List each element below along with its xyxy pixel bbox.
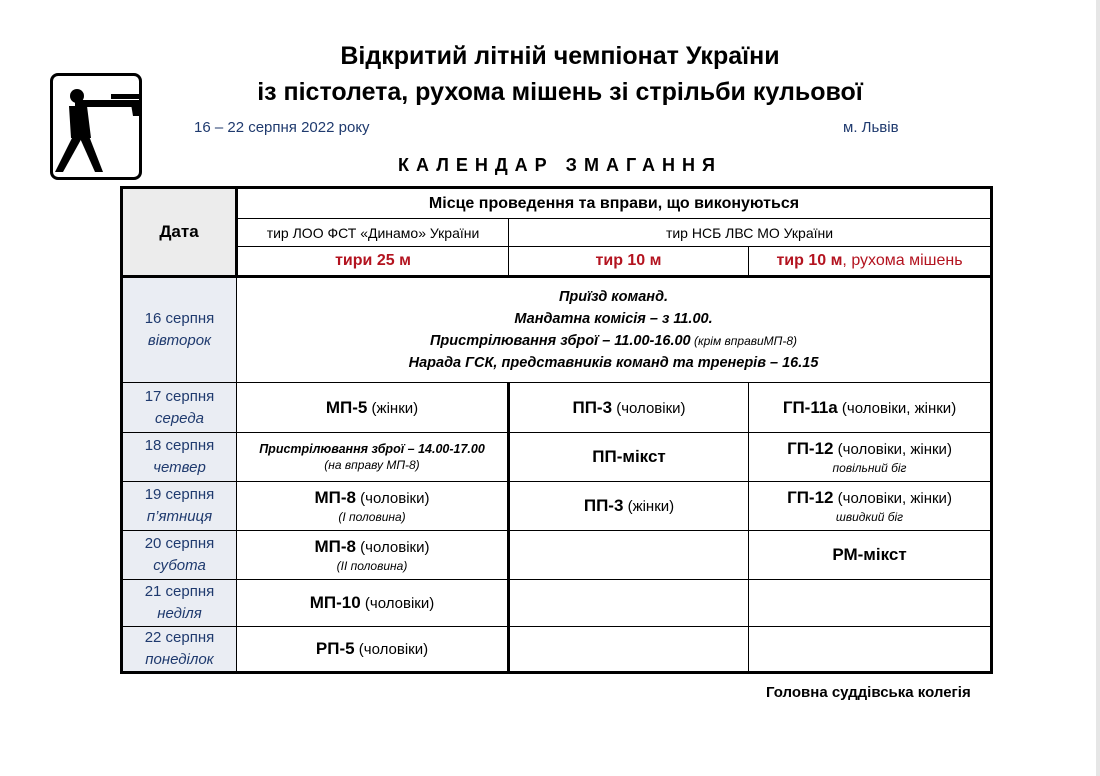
date-cell — [122, 531, 237, 580]
event-cell — [237, 482, 509, 531]
event-note: (ІІ половина) — [336, 559, 408, 573]
event-cell-empty — [509, 531, 749, 580]
event-code: ГП-12 — [787, 439, 834, 458]
event-code: ПП-мікст — [592, 447, 666, 466]
event-code: ГП-11а — [782, 397, 838, 417]
event-code: РП-5 — [315, 639, 355, 658]
event-code: МП-5 — [325, 397, 368, 417]
date-cell — [122, 277, 237, 383]
arrival-line: Приїзд команд. — [558, 289, 669, 305]
date-text: 20 серпня — [144, 535, 215, 552]
arrival-day-info — [237, 277, 992, 383]
header-date-label: Дата — [159, 222, 199, 241]
date-cell — [122, 627, 237, 673]
mandate-commission-line: Мандатна комісія – з 11.00. — [514, 311, 713, 327]
header-range3-suffix: , рухома мішень — [842, 252, 963, 269]
title-line-1: Відкритий літній чемпіонат України — [340, 42, 780, 70]
event-city: м. Львів — [843, 119, 899, 136]
event-code: МП-8 — [314, 488, 356, 507]
event-cell — [237, 531, 509, 580]
date-text: 19 серпня — [144, 486, 215, 503]
event-cell-empty — [749, 627, 992, 673]
event-code: ПП-3 — [583, 496, 624, 515]
header-place: Місце проведення та вправи, що виконуються — [237, 188, 992, 219]
event-cell — [237, 383, 509, 433]
event-category: (чоловіки, жінки) — [833, 441, 952, 458]
event-cell-empty — [509, 580, 749, 627]
footer-signature: Головна суддівська колегія — [766, 684, 971, 701]
header-date — [122, 188, 237, 277]
event-category: (чоловіки, жінки) — [837, 399, 957, 417]
date-text: 17 серпня — [144, 387, 215, 405]
event-code: ГП-12 — [787, 488, 834, 507]
date-cell — [122, 433, 237, 482]
event-cell — [749, 482, 992, 531]
date-cell — [122, 482, 237, 531]
event-cell — [749, 433, 992, 482]
header-venue-dynamo: тир ЛОО ФСТ «Динамо» України — [237, 219, 509, 247]
header-range-10m: тир 10 м — [509, 247, 749, 277]
calendar-title: КАЛЕНДАР ЗМАГАННЯ — [398, 155, 722, 175]
event-note: швидкий біг — [835, 510, 904, 524]
event-note: повільний біг — [832, 461, 907, 475]
event-category: (чоловіки) — [356, 539, 430, 556]
zeroing-text: Пристрілювання зброї – 14.00-17.00 — [259, 442, 485, 456]
zeroing-note: (крім вправиМП-8) — [690, 334, 798, 348]
event-cell — [509, 433, 749, 482]
header-range-10m-moving — [749, 247, 992, 277]
event-cell — [237, 433, 509, 482]
date-text: 21 серпня — [144, 583, 215, 600]
weekday-text: субота — [153, 557, 206, 574]
date-cell — [122, 580, 237, 627]
event-category: (жінки) — [623, 498, 675, 515]
event-category: (жінки) — [367, 399, 419, 417]
event-cell — [509, 383, 749, 433]
weekday-text: п’ятниця — [146, 508, 213, 525]
schedule-table — [120, 186, 993, 674]
meeting-line: Нарада ГСК, представників команд та тренерів – 16.15 — [408, 355, 819, 371]
event-category: (чоловіки, жінки) — [833, 490, 952, 507]
event-cell-empty — [509, 627, 749, 673]
date-text: 18 серпня — [144, 437, 215, 454]
event-cell — [237, 627, 509, 673]
event-dates: 16 – 22 серпня 2022 року — [194, 119, 370, 136]
pistol-shooter-icon — [50, 73, 142, 180]
event-category: (чоловіки) — [360, 595, 435, 612]
event-note: (І половина) — [338, 510, 406, 524]
event-category: (чоловіки) — [612, 399, 686, 417]
header-venue-nsb: тир НСБ ЛВС МО України — [509, 219, 992, 247]
event-code: РМ-мікст — [832, 545, 907, 564]
weekday-text: вівторок — [147, 332, 212, 349]
zeroing-text: Пристрілювання зброї – 11.00-16.00 — [429, 333, 691, 349]
event-code: МП-8 — [314, 537, 356, 556]
event-category: (чоловіки) — [356, 490, 430, 507]
event-cell — [749, 383, 992, 433]
weapon-zeroing-line — [241, 330, 986, 352]
date-text: 22 серпня — [144, 629, 215, 646]
event-cell — [509, 482, 749, 531]
date-text: 16 серпня — [144, 310, 215, 327]
event-cell — [749, 531, 992, 580]
event-cell-empty — [749, 580, 992, 627]
weekday-text: понеділок — [145, 651, 214, 668]
header-range-25m: тири 25 м — [237, 247, 509, 277]
date-cell — [122, 383, 237, 433]
weekday-text: неділя — [157, 605, 202, 622]
zeroing-note: (на вправу МП-8) — [324, 458, 420, 472]
page-edge — [1096, 0, 1100, 776]
title-line-2: із пістолета, рухома мішень зі стрільби кульової — [257, 78, 863, 106]
event-code: ПП-3 — [572, 397, 613, 417]
event-category: (чоловіки) — [354, 641, 429, 658]
event-code: МП-10 — [309, 593, 361, 612]
header-range3-label: тир 10 м — [776, 252, 843, 269]
weekday-text: середа — [155, 409, 204, 427]
event-cell — [237, 580, 509, 627]
weekday-text: четвер — [153, 459, 206, 476]
